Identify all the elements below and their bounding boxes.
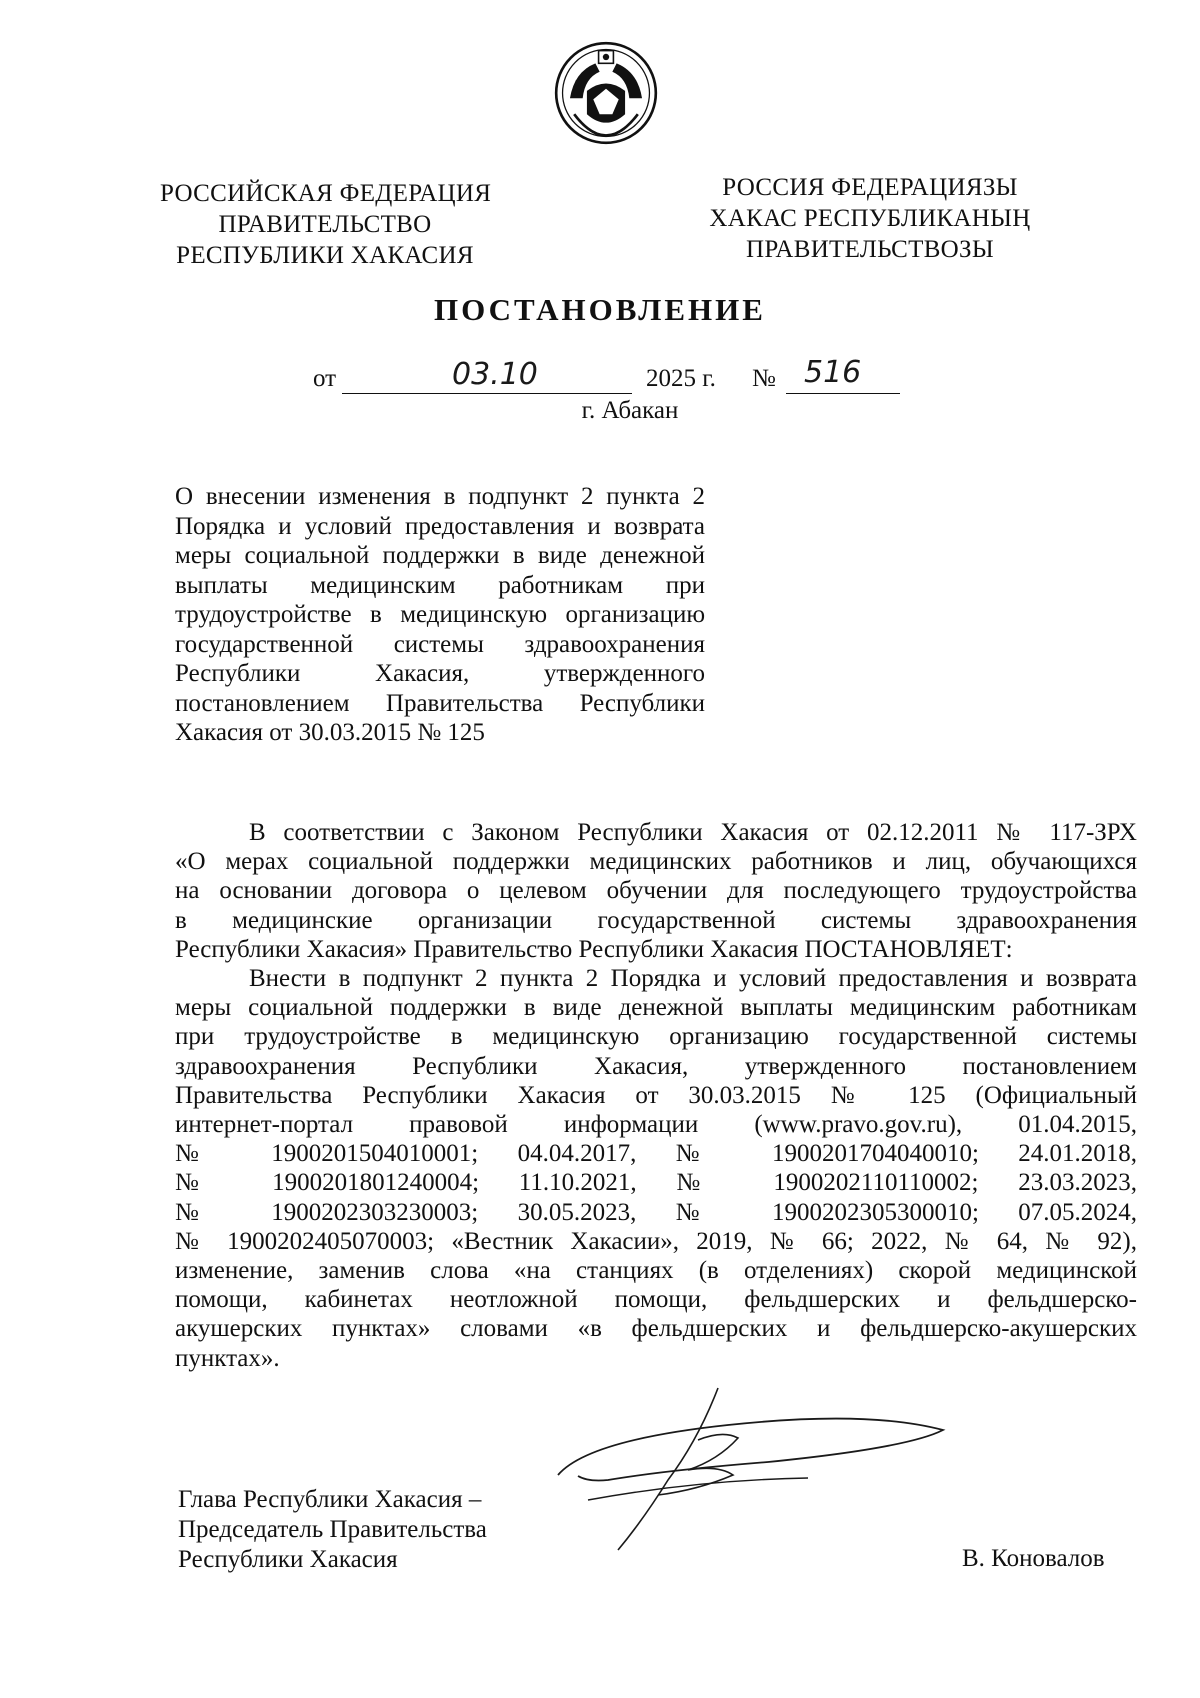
body-line: № 1900201801240004; 11.10.2021, № 1900202110110002; 23.03.2023, [175,1169,1137,1197]
header-left-ru [160,178,490,271]
header-right-line: РОССИЯ ФЕДЕРАЦИЯЗЫ [722,174,1018,201]
subject-line: Хакасия от 30.03.2015 № 125 [175,719,485,746]
subject-line: выплаты медицинским работникам при [175,571,705,599]
body-line: Республики Хакасия» Правительство Республики Хакасия ПОСТАНОВЛЯЕТ: [175,935,1013,963]
coat-of-arms-emblem [553,40,659,146]
city-name: г. Абакан [581,397,679,424]
body-line: «О мерах социальной поддержки медицинских работников и лиц, обучающихся [175,848,1137,876]
subject-line: постановлением Правительства Республики [175,689,705,717]
signatory-name: В. Коновалов [962,1545,1105,1572]
document-title: ПОСТАНОВЛЕНИЕ [434,292,766,327]
signatory-position [178,1485,487,1575]
position-line: Республики Хакасия [178,1546,398,1573]
body-line: В соответствии с Законом Республики Хакасия от 02.12.2011 № 117-ЗРХ [249,819,1137,846]
subject-line: меры социальной поддержки в виде денежной [175,542,705,569]
position-line: Председатель Правительства [178,1516,487,1543]
body-line: помощи, кабинетах неотложной помощи, фельдшерских и фельдшерско- [175,1286,1137,1314]
from-label: от [313,365,337,392]
header-left-line: ПРАВИТЕЛЬСТВО [218,211,432,238]
subject-line: Республики Хакасия, утвержденного [175,660,705,687]
body-line: меры социальной поддержки в виде денежной выплаты медицинским работникам [175,994,1137,1022]
body-line: акушерских пунктах» словами «в фельдшерских и фельдшерско-акушерских [175,1315,1137,1343]
number-field [786,355,900,394]
subject-line: О внесении изменения в подпункт 2 пункта 2 [175,483,705,510]
position-line: Глава Республики Хакасия – [178,1486,482,1513]
header-left-line: РОССИЙСКАЯ ФЕДЕРАЦИЯ [160,180,492,207]
body-text [175,818,1137,1373]
body-line: пунктах». [175,1344,280,1372]
header-right-khakas [690,172,1050,265]
subject-line: государственной системы здравоохранения [175,630,705,658]
body-line: интернет-портал правовой информации (www.pravo.gov.ru), 01.04.2015, [175,1111,1137,1139]
subject-line: Порядка и условий предоставления и возврата [175,512,705,540]
header-right-line: ХАКАС РЕСПУБЛИКАНЫҢ [709,205,1031,232]
handwritten-signature [548,1370,968,1560]
body-line: на основании договора о целевом обучении для последующего трудоустройства [175,877,1137,905]
number-label: № [752,365,776,392]
body-line: Внести в подпункт 2 пункта 2 Порядка и условий предоставления и возврата [249,965,1137,993]
body-line: при трудоустройстве в медицинскую организацию государственной системы [175,1023,1137,1051]
subject-line: трудоустройстве в медицинскую организацию [175,601,705,628]
body-line: № 1900202303230003; 30.05.2023, № 1900202305300010; 07.05.2024, [175,1198,1137,1226]
body-line: № 1900201504010001; 04.04.2017, № 1900201704040010; 24.01.2018, [175,1140,1137,1168]
header-left-line: РЕСПУБЛИКИ ХАКАСИЯ [176,242,474,269]
header-right-line: ПРАВИТЕЛЬСТВОЗЫ [746,236,994,263]
subject-block [175,482,705,748]
date-field [342,357,632,394]
handwritten-number: 516 [804,355,862,390]
body-line: здравоохранения Республики Хакасия, утвержденного постановлением [175,1052,1137,1080]
body-line: № 1900202405070003; «Вестник Хакасии», 2019, № 66; 2022, № 64, № 92), [175,1227,1137,1255]
body-line: в медицинские организации государственной системы здравоохранения [175,906,1137,934]
body-line: Правительства Республики Хакасия от 30.03.2015 № 125 (Официальный [175,1081,1137,1109]
year-text: 2025 г. [646,365,716,392]
handwritten-date: 03.10 [452,357,538,392]
body-line: изменение, заменив слова «на станциях (в отделениях) скорой медицинской [175,1257,1137,1285]
